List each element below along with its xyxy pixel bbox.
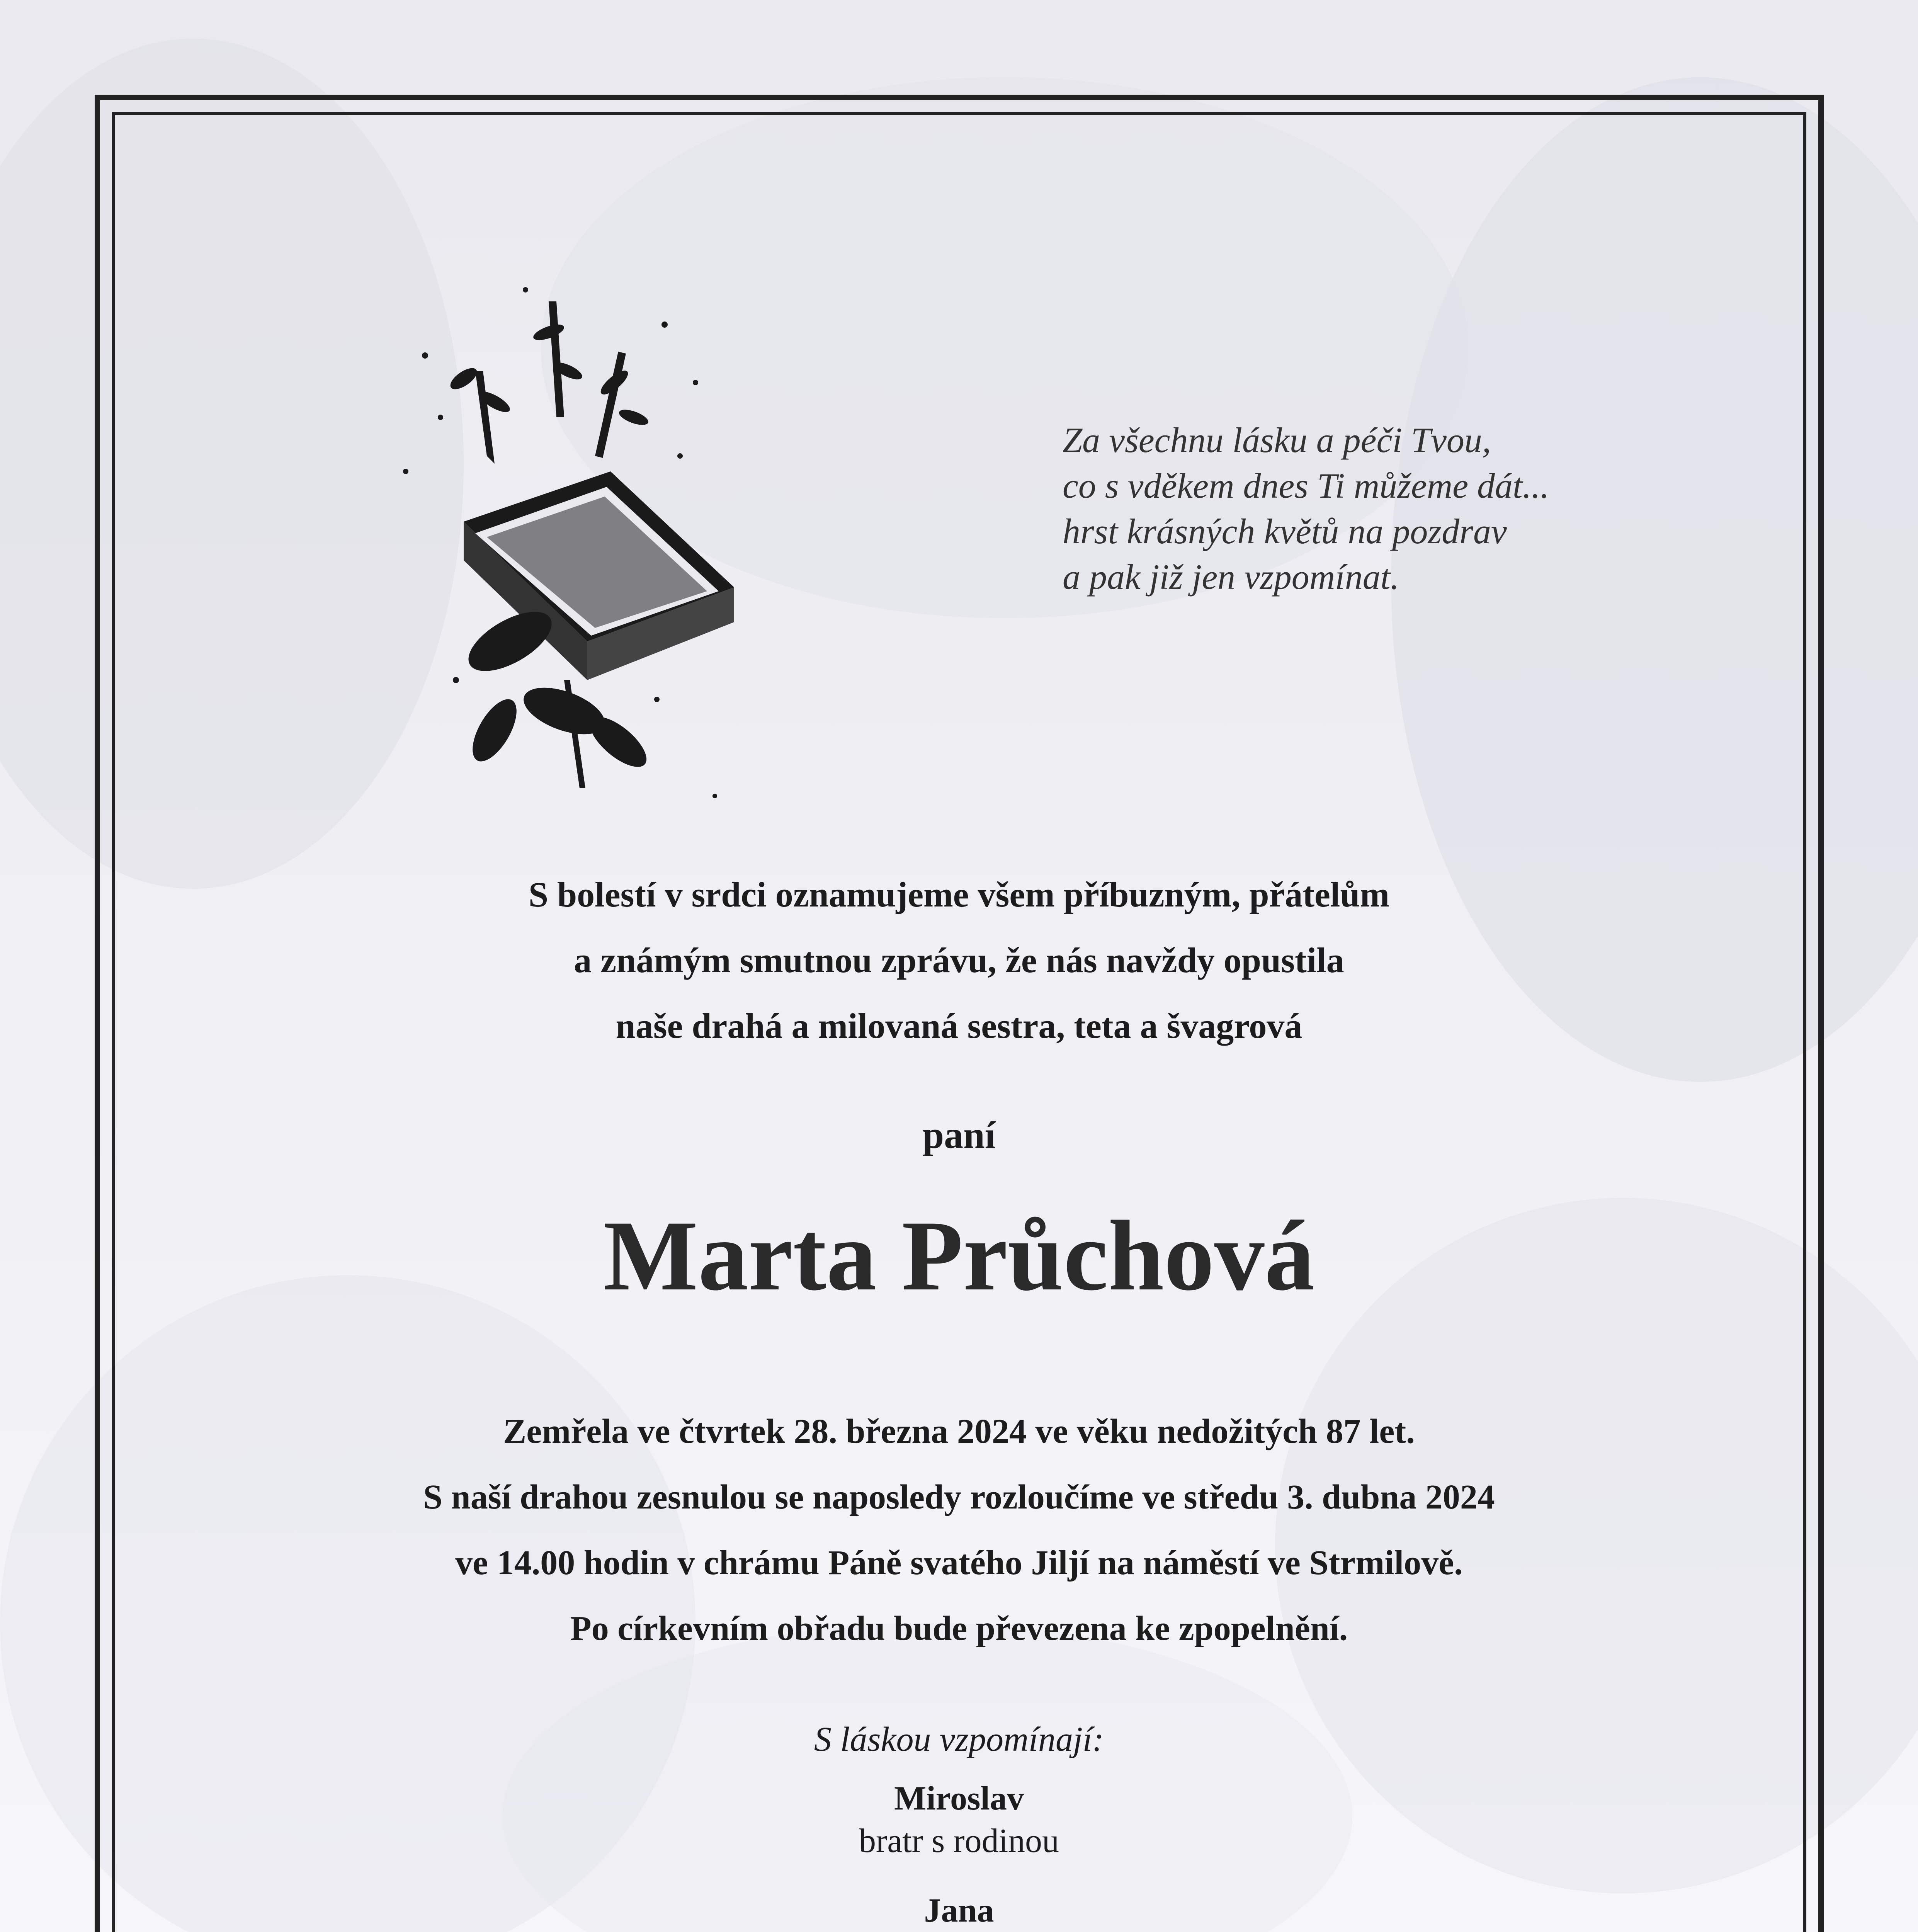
announcement	[116, 862, 1802, 1059]
remember-heading: S láskou vzpomínají:	[814, 1720, 1104, 1759]
mourner-entry	[116, 1889, 1802, 1932]
mourner-relation: bratr s rodinou	[859, 1822, 1059, 1860]
memorial-verse	[1063, 417, 1719, 600]
deceased-name: Marta Průchová	[603, 1200, 1315, 1311]
verse-line: co s vděkem dnes Ti můžeme dát...	[1063, 466, 1549, 505]
mourner-name: Miroslav	[894, 1780, 1024, 1817]
verse-line: Za všechnu lásku a péči Tvou,	[1063, 420, 1491, 460]
honorific: paní	[922, 1114, 996, 1156]
mourner-name: Jana	[924, 1892, 994, 1929]
verse-line: hrst krásných květů na pozdrav	[1063, 512, 1507, 551]
mourners-list	[116, 1777, 1802, 1932]
book-flowers-ornament-icon	[348, 255, 773, 815]
mourner-entry	[116, 1777, 1802, 1862]
details-line: Zemřela ve čtvrtek 28. března 2024 ve věku nedožitých 87 let.	[503, 1412, 1415, 1451]
verse-line: a pak již jen vzpomínat.	[1063, 557, 1399, 597]
details-line: S naší drahou zesnulou se naposledy rozloučíme ve středu 3. dubna 2024	[423, 1478, 1495, 1516]
announcement-line: a známým smutnou zprávu, že nás navždy opustila	[574, 940, 1344, 980]
details-line: ve 14.00 hodin v chrámu Páně svatého Jiljí na náměstí ve Strmilově.	[455, 1544, 1463, 1582]
details-line: Po církevním obřadu bude převezena ke zpopelnění.	[570, 1609, 1348, 1648]
announcement-line: S bolestí v srdci oznamujeme všem příbuzným, přátelům	[528, 875, 1390, 914]
funeral-details	[116, 1399, 1802, 1662]
announcement-line: naše drahá a milovaná sestra, teta a švagrová	[616, 1006, 1302, 1046]
